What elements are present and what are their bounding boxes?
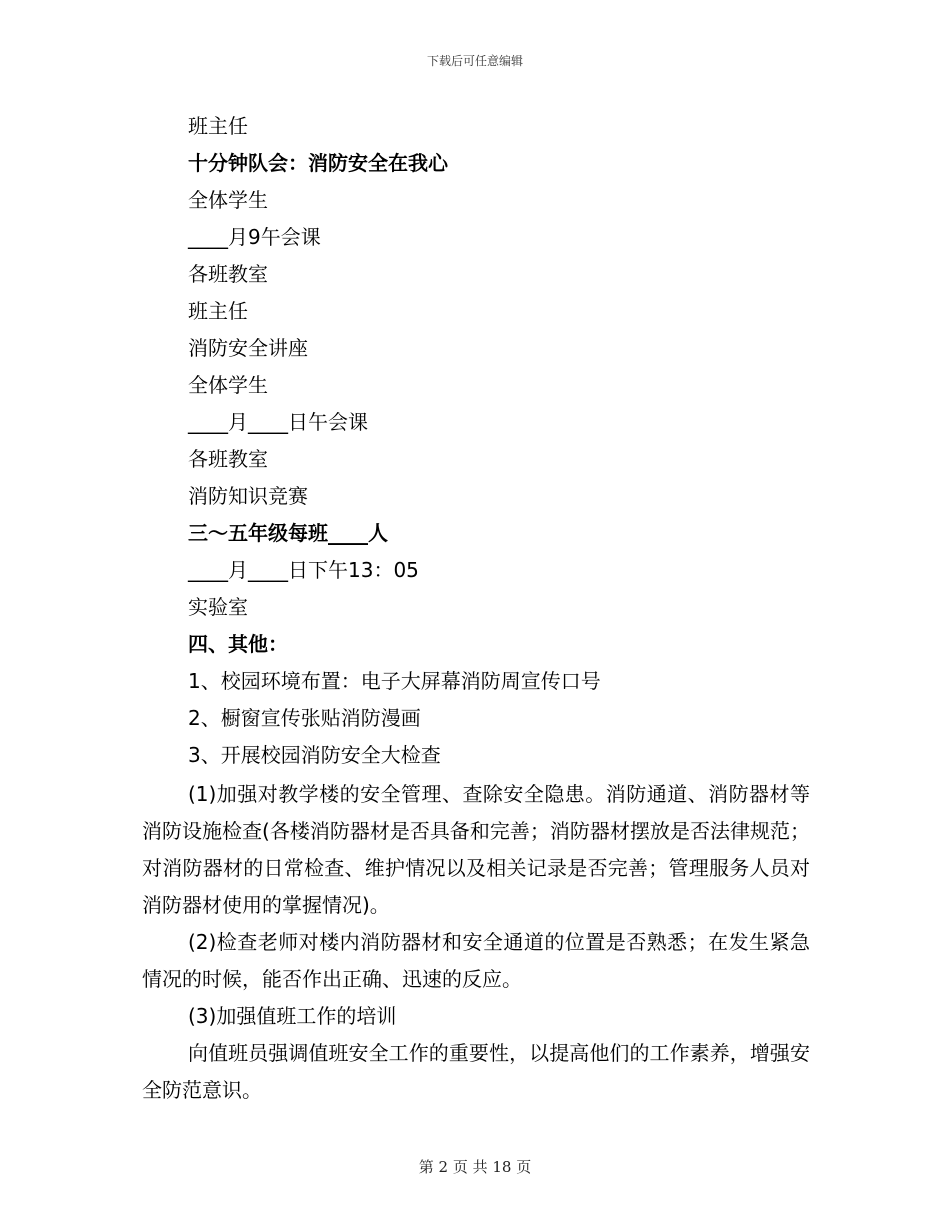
text-line: 各班教室 [188,447,268,471]
text-line: 全体学生 [188,373,268,397]
text-line: ____月9午会课 [188,225,321,249]
text-line: 班主任 [188,299,248,323]
paragraph: 向值班员强调值班安全工作的重要性，以提高他们的工作素养，增强安全防范意识。 [142,1041,810,1102]
list-item: 3、开展校园消防安全大检查 [188,743,441,767]
text-line: 各班教室 [188,262,268,286]
paragraph: (1)加强对教学楼的安全管理、查除安全隐患。消防通道、消防器材等消防设施检查(各楼消防器材是否具备和完善；消防器材摆放是否法律规范；对消防器材的日常检查、维护情况以及相关记录是否完善；管理服务人员对消防器材使用的掌握情况)。 [142,782,810,917]
page-header: 下载后可任意编辑 [426,54,523,68]
page-footer: 第 2 页 共 18 页 [418,1158,532,1176]
paragraph: (2)检查老师对楼内消防器材和安全通道的位置是否熟悉；在发生紧急情况的时候，能否作出正确、迅速的反应。 [142,930,810,991]
list-item: 1、校园环境布置：电子大屏幕消防周宣传口号 [188,669,601,693]
text-line: 消防知识竞赛 [188,484,308,508]
text-line: ____月____日下午13：05 [188,558,419,582]
text-line: ____月____日午会课 [188,410,368,434]
text-line-bold: 三～五年级每班____人 [188,521,388,545]
paragraph: (3)加强值班工作的培训 [188,1004,397,1028]
text-line: 消防安全讲座 [188,336,308,360]
section-heading: 四、其他： [188,632,288,656]
text-line: 班主任 [188,114,248,138]
list-item: 2、橱窗宣传张贴消防漫画 [188,706,421,730]
text-line-bold: 十分钟队会：消防安全在我心 [188,151,448,175]
text-line: 全体学生 [188,188,268,212]
text-line: 实验室 [188,595,248,619]
